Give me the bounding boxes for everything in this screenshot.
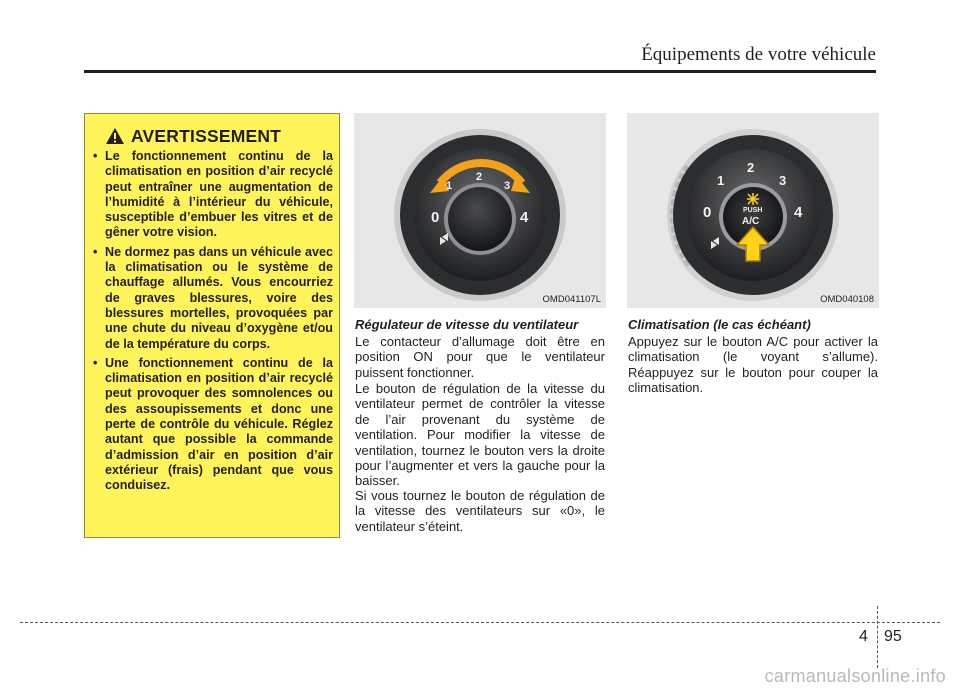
footer-rule (20, 622, 940, 623)
dial-label-2: 2 (747, 160, 755, 175)
warning-title: AVERTISSEMENT (131, 125, 282, 146)
dial-label-0: 0 (703, 204, 712, 221)
warning-list (91, 149, 333, 498)
fan-paragraph: Le contacteur d’allumage doit être en position ON pour que le ventilateur puissent fonctionner. (355, 334, 605, 380)
warning-header (105, 124, 281, 148)
warning-box (84, 113, 340, 538)
fan-speed-figure (354, 113, 606, 308)
dial-label-0: 0 (431, 209, 440, 226)
ac-button-label: A/C (742, 216, 760, 227)
warning-item-text: Le fonctionnement continu de la climatisation en position d’air recyclé peut entraîner une augmentation de l’humidité à l’intérieur du véhicule, susceptible d’embuer les vitres et de gêner votre vision. (105, 149, 333, 240)
dial-label-1: 1 (717, 173, 725, 188)
dial-label-4: 4 (794, 204, 803, 221)
warning-item (91, 245, 333, 352)
fan-paragraph: Si vous tournez le bouton de régulation de la vitesse des ventilateurs sur «0», le ventilateur s’éteint. (355, 488, 605, 534)
warning-item (91, 356, 333, 494)
fan-section-title: Régulateur de vitesse du ventilateur (355, 317, 579, 332)
ac-figure (627, 113, 879, 308)
push-label: PUSH (743, 207, 763, 214)
bullet-icon: • (93, 149, 98, 163)
bullet-icon: • (93, 244, 98, 259)
warning-item (91, 149, 333, 241)
dial-label-3: 3 (504, 180, 511, 192)
page-number: 95 (884, 628, 902, 645)
dial-label-4: 4 (520, 209, 529, 226)
figure-code: OMD041107L (542, 294, 601, 305)
bullet-icon: • (93, 355, 98, 370)
dial-label-3: 3 (779, 173, 787, 188)
warning-item-text: Ne dormez pas dans un véhicule avec la climatisation ou le système de chauffage allumés. Vous encourriez de graves blessures, voire des blessures mortelles, provoquées par une chute du niveau d’oxygène et/ou de la température du corps. (105, 244, 333, 351)
chapter-number: 4 (859, 628, 868, 645)
figure-code: OMD040108 (820, 294, 874, 305)
warning-triangle-icon (105, 127, 125, 145)
dial-label-1: 1 (446, 180, 453, 192)
page-number-divider (877, 606, 878, 668)
ac-section-title: Climatisation (le cas échéant) (628, 317, 811, 332)
page-section-title: Équipements de votre véhicule (641, 44, 876, 65)
warning-item-text: Une fonctionnement continu de la climatisation en position d’air recyclé peut provoquer des somnolences ou des assoupissements et donc une perte de contrôle du véhicule. Réglez autant que possible la commande d’admission d’air en position d’air extérieur (frais) pendant que vous conduisez. (105, 355, 333, 493)
dial-label-2: 2 (476, 171, 483, 183)
fan-paragraph: Le bouton de régulation de la vitesse du ventilateur permet de contrôler la vitesse de l’air provenant du système de ventilation. Pour modifier la vitesse de ventilation, tournez le bouton vers la droite pour l’augmenter et vers la gauche pour la baisser. (355, 381, 605, 489)
watermark: carmanualsonline.info (764, 666, 946, 686)
fan-dial-illustration (354, 113, 606, 308)
ac-paragraph: Appuyez sur le bouton A/C pour activer la climatisation (le voyant s’allume). Réappuyez sur le bouton pour couper la climatisation. (628, 334, 878, 396)
header-rule (84, 70, 876, 73)
